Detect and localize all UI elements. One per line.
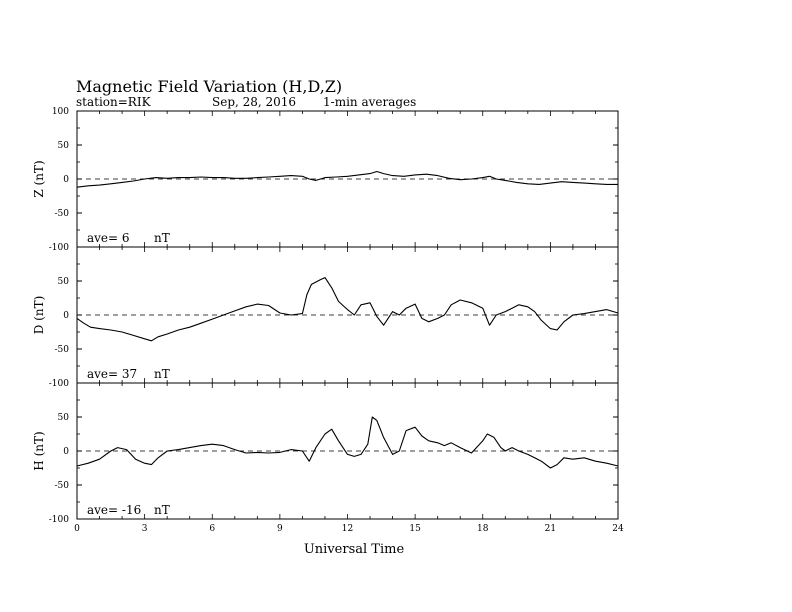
d-y-tick-label: -100 (48, 379, 69, 389)
z-ave-label: ave= 6 (87, 231, 130, 245)
h-ave-label: ave= -16 (87, 503, 142, 517)
averaging-label: 1-min averages (323, 95, 417, 109)
d-y-tick-label: 50 (57, 277, 69, 287)
z-ave-unit: nT (154, 231, 170, 245)
z-y-axis-label: Z (nT) (32, 160, 46, 198)
chart-title: Magnetic Field Variation (H,D,Z) (76, 77, 343, 96)
z-y-tick-label: 0 (63, 175, 69, 185)
x-tick-label: 21 (544, 524, 557, 534)
x-axis-title: Universal Time (303, 542, 405, 557)
panels-group (32, 107, 624, 534)
h-y-tick-label: -100 (48, 515, 69, 525)
h-ave-unit: nT (154, 503, 170, 517)
z-y-tick-label: 50 (57, 141, 69, 151)
d-y-tick-label: 0 (63, 311, 69, 321)
d-ave-unit: nT (154, 367, 170, 381)
x-tick-label: 9 (277, 524, 283, 534)
d-series-line (77, 278, 618, 341)
h-y-axis-label: H (nT) (32, 431, 46, 471)
x-tick-label: 18 (477, 524, 489, 534)
x-tick-label: 3 (141, 524, 148, 534)
x-tick-label: 6 (209, 524, 216, 534)
z-y-tick-label: -50 (54, 209, 69, 219)
x-tick-label: 12 (341, 524, 354, 534)
d-y-tick-label: -50 (54, 345, 69, 355)
z-y-tick-label: -100 (48, 243, 69, 253)
d-ave-label: ave= 37 (87, 367, 138, 381)
h-y-tick-label: 0 (63, 447, 69, 457)
h-y-tick-label: 50 (57, 413, 69, 423)
h-series-line (77, 417, 618, 468)
d-y-axis-label: D (nT) (32, 295, 46, 335)
x-tick-label: 15 (409, 524, 421, 534)
h-y-tick-label: -50 (54, 481, 69, 491)
x-tick-label: 24 (612, 524, 624, 534)
date-label: Sep, 28, 2016 (212, 95, 297, 109)
station-label: station=RIK (76, 95, 151, 109)
x-tick-label: 0 (74, 524, 80, 534)
z-y-tick-label: 100 (51, 107, 69, 117)
